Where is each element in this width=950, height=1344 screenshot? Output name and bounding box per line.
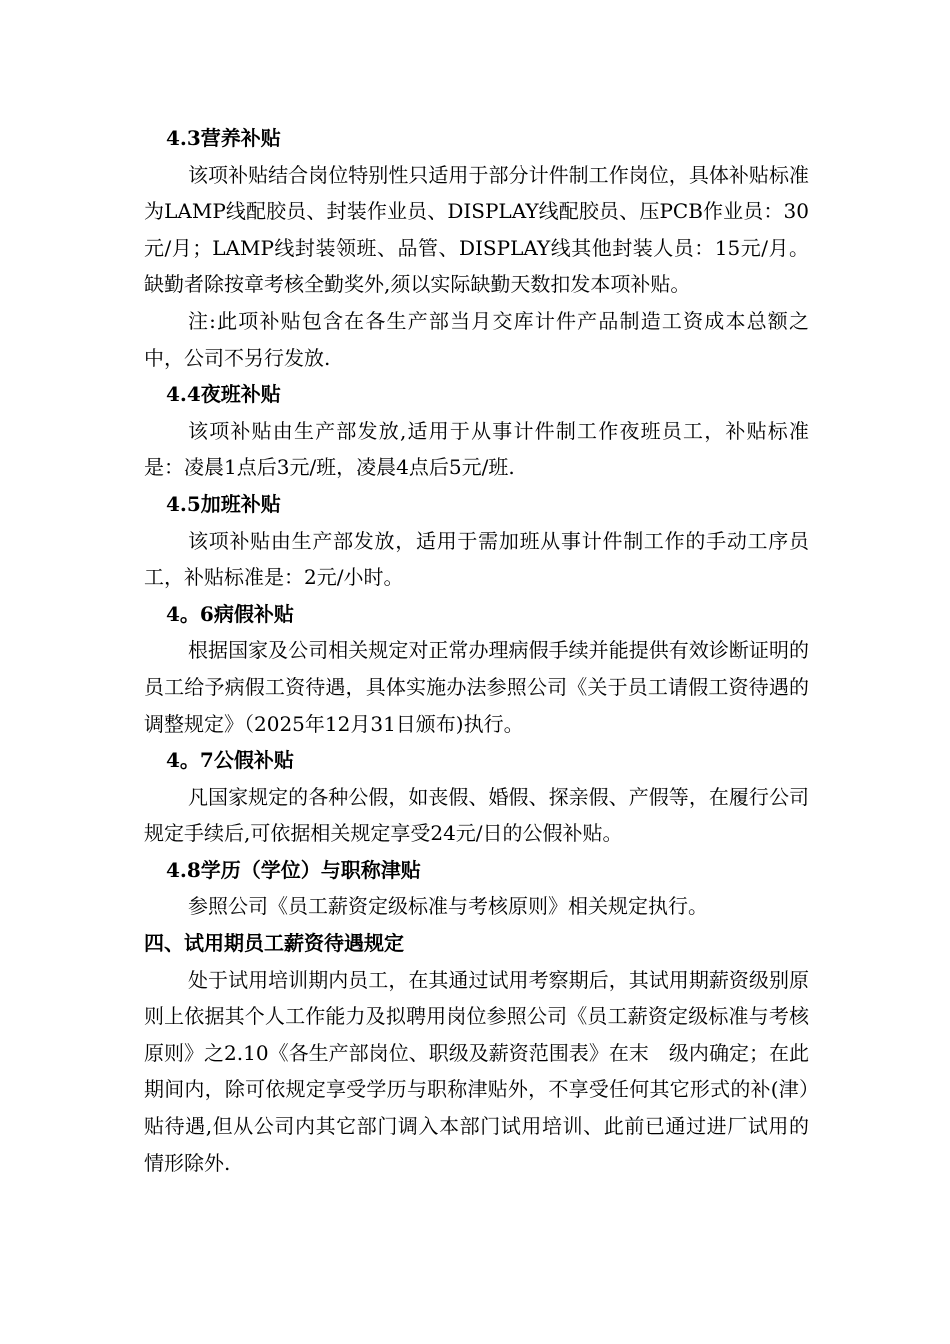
section-heading-4-6: 4。6病假补贴: [166, 601, 294, 626]
paragraph-education-allowance: 参照公司《员工薪资定级标准与考核原则》相关规定执行。: [188, 894, 708, 919]
paragraph-sick-leave-subsidy: 根据国家及公司相关规定对正常办理病假手续并能提供有效诊断证明的员工给予病假工资待遇，具体实施办法参照公司《关于员工请假工资待遇的调整规定》（2025年12月31日颁布)执行。: [144, 638, 809, 736]
paragraph-nutrition-subsidy: 该项补贴结合岗位特别性只适用于部分计件制工作岗位，具体补贴标准为LAMP线配胶员、封装作业员、DISPLAY线配胶员、压PCB作业员：30元/月；LAMP线封装领班、品管、DISPLAY线其他封装人员：15元/月。缺勤者除按章考核全勤奖外,须以实际缺勤天数扣发本项补贴。: [144, 162, 809, 297]
section-heading-4-4: 4.4夜班补贴: [166, 382, 281, 407]
paragraph-nutrition-note: 注:此项补贴包含在各生产部当月交库计件产品制造工资成本总额之中，公司不另行发放.: [144, 308, 809, 370]
paragraph-overtime-subsidy: 该项补贴由生产部发放，适用于需加班从事计件制工作的手动工序员工，补贴标准是：2元/小时。: [144, 528, 809, 590]
section-heading-4-7: 4。7公假补贴: [166, 748, 294, 773]
section-heading-probation: 四、试用期员工薪资待遇规定: [144, 931, 404, 956]
paragraph-night-shift-subsidy: 该项补贴由生产部发放,适用于从事计件制工作夜班员工，补贴标准是：凌晨1点后3元/班，凌晨4点后5元/班.: [144, 418, 809, 480]
section-heading-4-8: 4.8学历（学位）与职称津贴: [166, 857, 421, 882]
section-heading-4-5: 4.5加班补贴: [166, 491, 281, 516]
section-heading-4-3: 4.3营养补贴: [166, 126, 281, 150]
paragraph-probation-salary: 处于试用培训期内员工，在其通过试用考察期后，其试用期薪资级别原则上依据其个人工作能力及拟聘用岗位参照公司《员工薪资定级标准与考核原则》之2.10《各生产部岗位、职级及薪资范围表》在末 级内确定；在此期间内，除可依规定享受学历与职称津贴外，不享受任何其它形式的补(津）贴待遇,但从公司内其它部门调入本部门试用培训、此前已通过进厂试用的情形除外.: [144, 967, 809, 1175]
document-body: [144, 120, 809, 1181]
paragraph-public-leave-subsidy: 凡国家规定的各种公假，如丧假、婚假、探亲假、产假等，在履行公司规定手续后,可依据相关规定享受24元/日的公假补贴。: [144, 784, 809, 846]
